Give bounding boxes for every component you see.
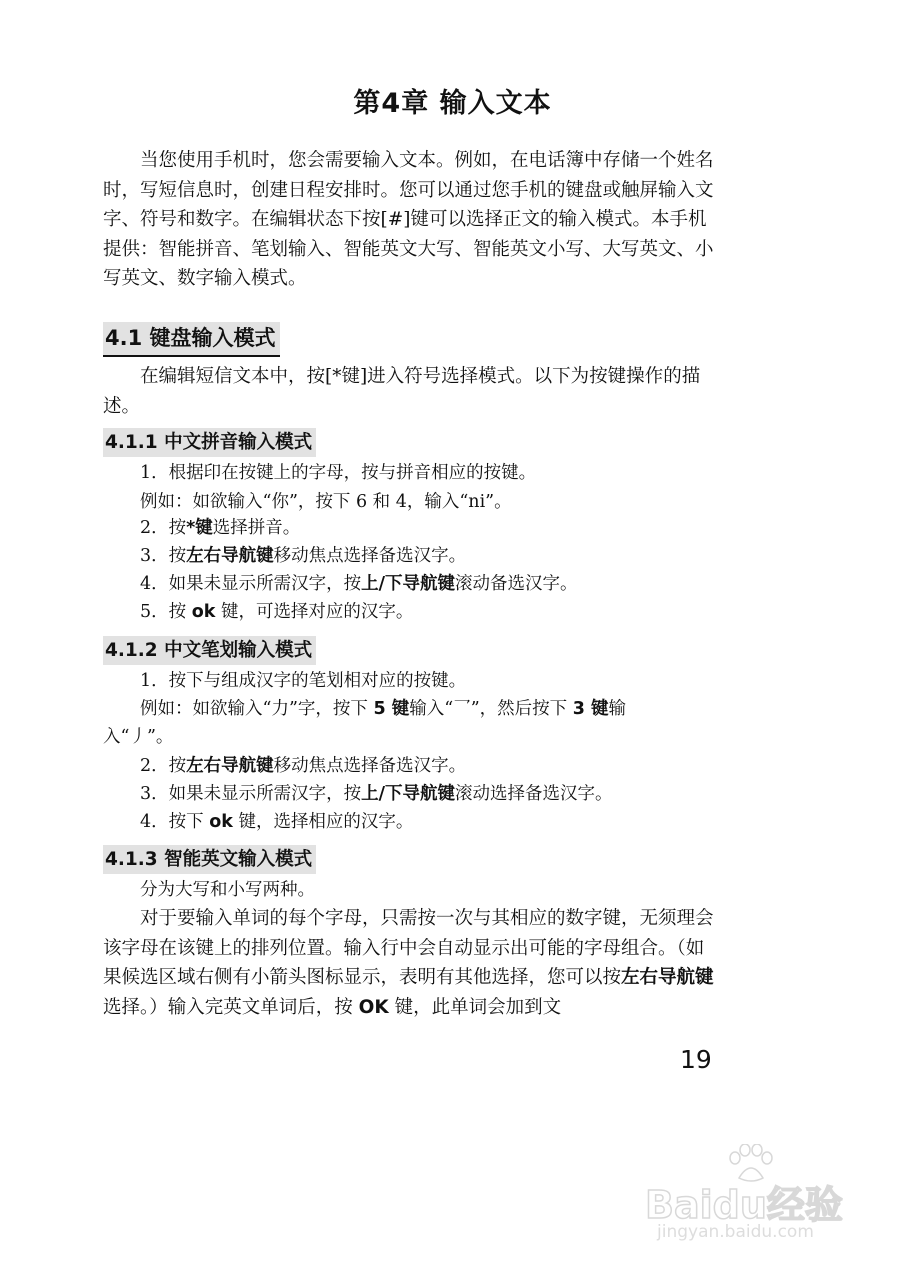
- pinyin-step-3: [140, 542, 466, 570]
- text-run: 输: [608, 699, 626, 719]
- section-4-1-body: 在编辑短信文本中，按[*键]进入符号选择模式。以下为按键操作的描述。: [103, 366, 701, 417]
- section-heading-4-1-2: 4.1.2 中文笔划输入模式: [103, 636, 316, 665]
- pinyin-example: 例如：如欲输入“你”，按下 6 和 4，输入“ni”。: [140, 492, 512, 512]
- text-run: 5．按: [140, 602, 192, 622]
- key-name: 左右导航键: [621, 967, 714, 988]
- watermark-brand: Baidu经验: [645, 1183, 843, 1227]
- stroke-step-4: [140, 808, 413, 836]
- text-run: 键，此单词会加到文: [388, 996, 562, 1018]
- key-name: 上/下导航键: [361, 574, 456, 594]
- text-run: 选择。）输入完英文单词后，按: [103, 996, 359, 1018]
- text-run: 选择拼音。: [212, 518, 301, 538]
- stroke-step-3: [140, 780, 613, 808]
- text-run: 输入“乛”，然后按下: [409, 699, 573, 719]
- smart-english-intro: 分为大写和小写两种。: [140, 880, 315, 900]
- key-name: ok: [191, 602, 216, 622]
- section-heading-4-1-1: 4.1.1 中文拼音输入模式: [103, 428, 316, 457]
- watermark-url: jingyan.baidu.com: [657, 1222, 814, 1242]
- key-name: 上/下导航键: [361, 784, 456, 804]
- baidu-watermark: [645, 1152, 885, 1252]
- key-name: 左右导航键: [186, 546, 274, 566]
- key-name: OK: [358, 996, 389, 1018]
- key-name: 3 键: [572, 699, 609, 719]
- chapter-title: 第4章 输入文本: [353, 88, 552, 119]
- text-run: 2．按: [140, 756, 187, 776]
- text-run: 移动焦点选择备选汉字。: [273, 546, 467, 566]
- text-run: 对于要输入单词的每个字母，只需按一次与其相应的数字键，无须理会该字母在该键上的排列位置。输入行中会自动显示出可能的字母组合。（如果候选区域右侧有小箭头图标显示，表明有其他选择，您可以按: [103, 908, 714, 988]
- stroke-step-1: 1．按下与组成汉字的笔划相对应的按键。: [140, 671, 467, 691]
- pinyin-step-4: [140, 570, 578, 598]
- section-heading-4-1: 4.1 键盘输入模式: [103, 322, 280, 357]
- section-heading-4-1-3: 4.1.3 智能英文输入模式: [103, 845, 316, 874]
- stroke-example-cont: 入“丿”。: [103, 727, 174, 747]
- stroke-step-2: [140, 752, 466, 780]
- pinyin-step-1: 1．根据印在按键上的字母，按与拼音相应的按键。: [140, 463, 537, 483]
- page-number: 19: [680, 1045, 712, 1074]
- pinyin-step-5: [140, 598, 413, 626]
- text-run: 4．按下: [140, 812, 210, 832]
- text-run: 移动焦点选择备选汉字。: [273, 756, 467, 776]
- text-run: 2．按: [140, 518, 187, 538]
- text-run: 键，选择相应的汉字。: [232, 812, 414, 832]
- text-run: 3．按: [140, 546, 187, 566]
- text-run: 滚动备选汉字。: [455, 574, 578, 594]
- smart-english-paragraph: [103, 904, 715, 1022]
- stroke-example: [140, 695, 626, 723]
- intro-paragraph: 当您使用手机时，您会需要输入文本。例如，在电话簿中存储一个姓名时，写短信息时，创建日程安排时。您可以通过您手机的键盘或触屏输入文字、符号和数字。在编辑状态下按[#]键可以选择正文的输入模式。本手机提供：智能拼音、笔划输入、智能英文大写、智能英文小写、大写英文、小写英文、数字输入模式。: [103, 150, 714, 289]
- text-run: 键，可选择对应的汉字。: [215, 602, 414, 622]
- text-run: 例如：如欲输入“力”字，按下: [140, 699, 374, 719]
- key-name: 5 键: [373, 699, 410, 719]
- text-run: 3．如果未显示所需汉字，按: [140, 784, 362, 804]
- key-name: ok: [209, 812, 233, 832]
- key-name: 左右导航键: [186, 756, 274, 776]
- key-name: *键: [186, 518, 213, 538]
- text-run: 4．如果未显示所需汉字，按: [140, 574, 362, 594]
- text-run: 滚动选择备选汉字。: [455, 784, 613, 804]
- pinyin-step-2: [140, 514, 300, 542]
